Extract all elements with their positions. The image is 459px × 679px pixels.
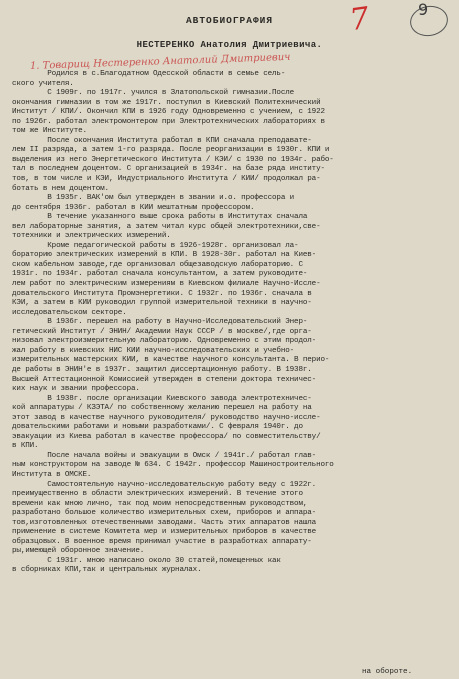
text-line: Института в ОМСКЕ.: [12, 470, 92, 479]
text-line: С 1909г. по 1917г. учился в Златопольской гимназии.После: [12, 89, 295, 98]
text-line: В 1936г. перешел на работу в Научно-Исследовательский Энер-: [12, 318, 308, 327]
text-line: де работы в ЭНИН'е в 1937г. защитил диссертационную работу. В 1938г.: [12, 365, 312, 374]
text-line: окончания гимназии в том же 1917г. поступил в Киевский Политехнический: [12, 98, 321, 107]
text-line: С 1931г. мною написано около 30 статей,помещенных как: [12, 556, 281, 565]
text-line: ского учителя.: [12, 79, 74, 88]
text-line: ботать в нем доцентом.: [12, 184, 109, 193]
text-line: вел лабораторные занятия, а затем читал курс общей электротехники,све-: [12, 222, 321, 231]
text-line: лем II разряда, а затем 1-го разряда. После реорганизации в 1930г. КПИ и: [12, 146, 330, 155]
text-line: довательского Института Промэнергетики. С 1932г. по 1936г. сначала в: [12, 289, 312, 298]
text-line: ском кабельном заводе,где организовал общезаводскую лабораторию. С: [12, 260, 303, 269]
text-line: времени как мною лично, так под моим непосредственным руководством,: [12, 499, 308, 508]
text-line: тов,изготовленных отечественными заводами. Часть этих аппаратов нашла: [12, 518, 317, 527]
text-line: После начала войны и эвакуации в Омск / 1941г./ работал глав-: [12, 451, 317, 460]
text-line: КЭИ, а затем в КИИ руководил группой измерительной техники в научно-: [12, 299, 312, 308]
text-line: исследовательском секторе.: [12, 308, 127, 317]
text-line: ры,имеющей оборонное значение.: [12, 547, 145, 556]
text-line: Кроме педагогической работы в 1926-1928г. организовал ла-: [12, 241, 299, 250]
biography-text: [12, 70, 450, 576]
text-line: выделения из него Энергетического Института / КЭИ/ с 1930 по 1934г. рабо-: [12, 155, 334, 164]
text-line: лем работ по электрическим измерениям в Киевском филиале Научно-Иссле-: [12, 280, 321, 289]
text-line: Высшей Аттестационной Комиссией утвержден в степени доктора техничес-: [12, 375, 317, 384]
text-line: до сентября 1936г. работал в КИИ мештатным профессором.: [12, 203, 255, 212]
text-line: тотехники и электрических измерений.: [12, 232, 171, 241]
text-line: в сборниках КПИ,так и центральных журналах.: [12, 566, 202, 575]
text-line: тов, в том числе и КЭИ, Индустриального Института / КИИ/ продолжал ра-: [12, 175, 321, 184]
text-line: В 1935г. ВАК'ом был утвержден в звании и.о. профессора и: [12, 194, 295, 203]
handwritten-annotation: 1. Товарищ Нестеренко Анатолий Дмитриевич: [29, 51, 291, 72]
text-line: этот завод в качестве научного руководителя/ руководство научно-иссле-: [12, 413, 321, 422]
text-line: В 1938г. после организации Киевского завода электротехничес-: [12, 394, 312, 403]
continued-overleaf-note: на обороте.: [362, 668, 413, 676]
text-line: Самостоятельную научно-исследовательскую работу веду с 1922г.: [12, 480, 317, 489]
handwritten-page-number: 7: [347, 0, 372, 39]
text-line: После окончания Института работал в КПИ сначала преподавате-: [12, 136, 312, 145]
text-line: жал работу в киевских НИС КИИ научно-исследовательских и учебно-: [12, 346, 295, 355]
text-line: низовал электроизмерительную лабораторию. Одновременно с этим продол-: [12, 337, 317, 346]
archive-page-mark: 9: [418, 0, 429, 19]
text-line: в КПИ.: [12, 442, 39, 451]
text-line: том же Институте.: [12, 127, 87, 136]
text-line: преимущественно в области электрических измерений. В течение этого: [12, 490, 303, 499]
text-line: Родился в с.Благодатном Одесской области в семье сель-: [12, 70, 286, 78]
text-line: бораторию электрических измерений в КПИ. В 1928-30г. работал на Киев-: [12, 251, 317, 260]
text-line: эвакуации из Киева работал в качестве профессора/ по совместительству/: [12, 432, 321, 441]
text-line: образцовых. В военное время принимал участие в разработках аппарату-: [12, 537, 312, 546]
text-line: тал в последнем доцентом. С организацией в 1934г. на базе ряда институ-: [12, 165, 325, 174]
document-title: АВТОБИОГРАФИЯ: [185, 15, 274, 26]
text-line: Институт / КПИ/. Окончил КПИ в 1926 году Одновременно с учением, с 1922: [12, 108, 325, 117]
text-line: ких наук и звании профессора.: [12, 385, 140, 394]
text-line: ным конструктором на заводе № 634. С 1942г. профессор Машиностроительного: [12, 461, 334, 470]
text-line: по 1926г. работал электромонтером при Электротехнических лабораториях в: [12, 117, 325, 126]
text-line: довательскими работами и новыми разработками/. С февраля 1940г. до: [12, 423, 303, 432]
text-line: гетический Институт / ЭНИН/ Академии Наук СССР / в москве/,где орга-: [12, 327, 312, 336]
text-line: 1931г. по 1934г. работал сначала консультантом, а затем руководите-: [12, 270, 308, 279]
text-line: разработано большое количество измерительных схем, приборов и аппара-: [12, 509, 317, 518]
author-name: НЕСТЕРЕНКО Анатолия Дмитриевича.: [136, 40, 323, 50]
text-line: применение в системе Комитета мер и измерительных приборов в качестве: [12, 528, 317, 537]
text-line: В течение указанного выше срока работы в Институтах сначала: [12, 213, 308, 222]
text-line: измерительных мастерских КИИ, в качестве научного консультанта. В перио-: [12, 356, 330, 365]
text-line: кой аппаратуры / КЗЭТА/ по собственному желанию перешел на работу на: [12, 404, 312, 413]
